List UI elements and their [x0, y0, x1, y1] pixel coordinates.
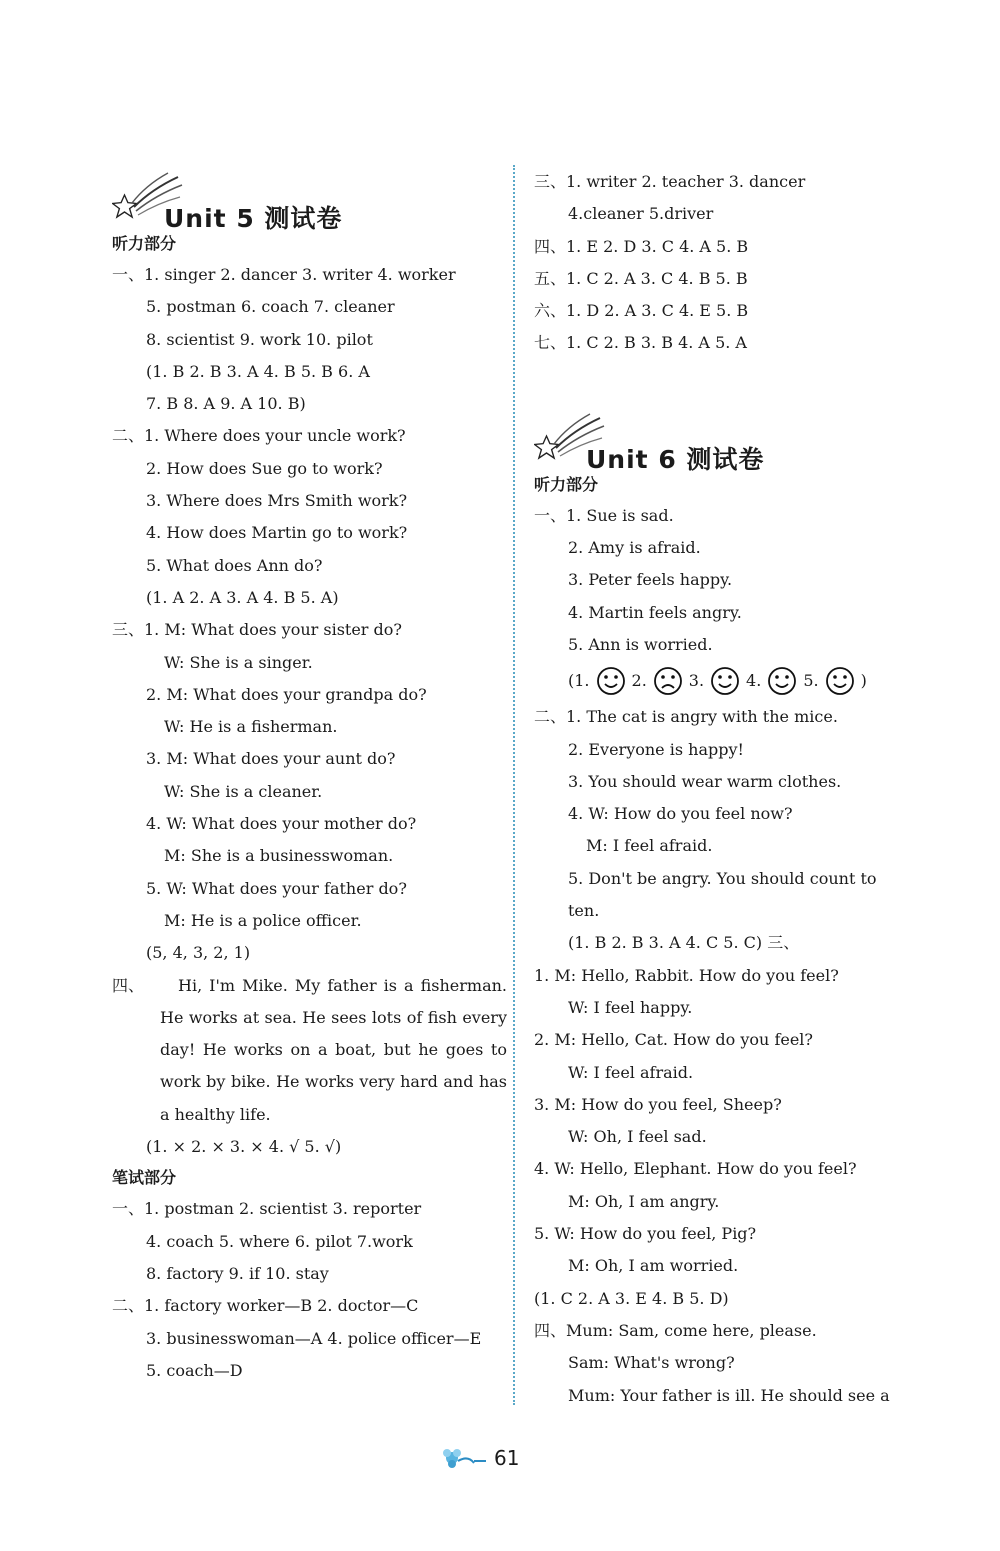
- answer-line: 4. How does Martin go to work?: [146, 523, 408, 543]
- answer-line: 4. coach 5. where 6. pilot 7.work: [146, 1231, 413, 1251]
- unit6-heading: [534, 410, 929, 474]
- answer-line: 2. Everyone is happy!: [568, 739, 744, 759]
- unit5-writing-header: 笔试部分: [112, 1168, 177, 1188]
- right-column: [534, 166, 929, 1412]
- answer-line: 3. Where does Mrs Smith work?: [146, 491, 408, 511]
- answer-line: 7. B 8. A 9. A 10. B): [146, 394, 306, 414]
- sad-face-icon: [653, 666, 683, 696]
- answer-line: 二、1. Where does your uncle work?: [112, 426, 406, 446]
- answer-line: 8. scientist 9. work 10. pilot: [146, 329, 373, 349]
- answer-line: 2. M: What does your grandpa do?: [146, 684, 427, 704]
- answer-line: 3. Peter feels happy.: [568, 570, 733, 590]
- answer-line: 四、1. E 2. D 3. C 4. A 5. B: [534, 236, 749, 256]
- answer-line: M: Oh, I am worried.: [568, 1256, 739, 1276]
- answer-line: Sam: What's wrong?: [568, 1353, 735, 1373]
- unit5-passage-answer: (1. × 2. × 3. × 4. √ 5. √): [146, 1137, 342, 1157]
- answer-line: 4. W: How do you feel now?: [568, 804, 793, 824]
- answer-line: W: Oh, I feel sad.: [568, 1127, 707, 1147]
- answer-line: (1. C 2. A 3. E 4. B 5. D): [534, 1288, 729, 1308]
- unit5-listening-list: [112, 259, 507, 970]
- answer-line: M: I feel afraid.: [586, 836, 713, 856]
- answer-line: W: She is a cleaner.: [164, 781, 323, 801]
- answer-line: Mum: Your father is ill. He should see a: [568, 1385, 890, 1405]
- answer-line: 二、1. factory worker—B 2. doctor—C: [112, 1296, 419, 1316]
- answer-line: W: She is a singer.: [164, 652, 313, 672]
- page-number: 61: [494, 1446, 520, 1470]
- answer-line: 5. W: How do you feel, Pig?: [534, 1224, 757, 1244]
- answer-line: 二、1. The cat is angry with the mice.: [534, 707, 838, 727]
- answer-line: 六、1. D 2. A 3. C 4. E 5. B: [534, 301, 749, 321]
- answer-line: 2. M: Hello, Cat. How do you feel?: [534, 1030, 813, 1050]
- happy-face-icon: [710, 666, 740, 696]
- unit6-listening-header: 听力部分: [534, 474, 599, 494]
- answer-line: 5. postman 6. coach 7. cleaner: [146, 297, 395, 317]
- answer-line: 四、Mum: Sam, come here, please.: [534, 1320, 817, 1340]
- unit6-part1-list: [534, 500, 929, 661]
- answer-line: 一、1. singer 2. dancer 3. writer 4. worker: [112, 265, 456, 284]
- unit6-part2-list: [534, 701, 929, 1412]
- answer-line: 5. Ann is worried.: [568, 634, 713, 654]
- answer-line: 一、1. postman 2. scientist 3. reporter: [112, 1199, 422, 1219]
- answer-line: 2. How does Sue go to work?: [146, 458, 383, 478]
- answer-line: M: He is a police officer.: [164, 910, 362, 930]
- column-divider: [513, 165, 515, 1405]
- answer-line: 4. W: Hello, Elephant. How do you feel?: [534, 1159, 857, 1179]
- answer-line: W: He is a fisherman.: [164, 717, 338, 737]
- face-number-label: 4.: [746, 671, 762, 691]
- answer-line: 3. M: How do you feel, Sheep?: [534, 1094, 782, 1114]
- answer-line: (1. B 2. B 3. A 4. B 5. B 6. A: [146, 361, 370, 381]
- page-footer: [440, 1440, 519, 1476]
- answer-line: 3. M: What does your aunt do?: [146, 749, 396, 769]
- answer-line: W: I feel afraid.: [568, 1062, 694, 1082]
- answer-line: (5, 4, 3, 2, 1): [146, 943, 251, 963]
- answer-line: 4. W: What does your mother do?: [146, 814, 417, 834]
- unit5-listening-header: 听力部分: [112, 234, 177, 253]
- faces-open-label: (1.: [568, 671, 590, 691]
- answer-line: 3. You should wear warm clothes.: [568, 771, 842, 791]
- unit5-writing-list: [112, 1193, 507, 1387]
- answer-line: 1. M: Hello, Rabbit. How do you feel?: [534, 965, 839, 985]
- faces-close-label: ): [860, 671, 867, 691]
- answer-line: 一、1. Sue is sad.: [534, 505, 674, 525]
- answer-line: 五、1. C 2. A 3. C 4. B 5. B: [534, 268, 748, 288]
- unit6-title: Unit 6 测试卷: [586, 444, 765, 474]
- face-number-label: 3.: [688, 671, 705, 691]
- answer-line: W: I feel happy.: [568, 997, 693, 1017]
- happy-face-icon: [767, 666, 797, 696]
- flower-icon: [440, 1445, 488, 1471]
- unit5-writing-continued: [534, 166, 929, 360]
- answer-line: M: She is a businesswoman.: [164, 846, 394, 866]
- answer-line: 5. What does Ann do?: [146, 555, 323, 575]
- unit6-faces-row: [534, 661, 929, 701]
- face-number-label: 5.: [803, 671, 819, 691]
- answer-line: 5. W: What does your father do?: [146, 878, 407, 898]
- unit5-title: Unit 5 测试卷: [164, 204, 343, 233]
- answer-line: 4.cleaner 5.driver: [568, 204, 714, 224]
- answer-line: 5. Don't be angry. You should count to: [568, 868, 877, 888]
- left-column: [112, 165, 507, 1387]
- answer-line: 三、1. writer 2. teacher 3. dancer: [534, 172, 806, 191]
- face-number-label: 2.: [631, 671, 647, 691]
- answer-line: 七、1. C 2. B 3. B 4. A 5. A: [534, 333, 747, 353]
- answer-line: M: Oh, I am angry.: [568, 1191, 720, 1211]
- answer-line: 5. coach—D: [146, 1360, 243, 1380]
- answer-line: 8. factory 9. if 10. stay: [146, 1263, 329, 1283]
- happy-face-icon: [825, 666, 855, 696]
- happy-face-icon: [596, 666, 626, 696]
- unit5-passage-label: 四、: [112, 975, 145, 995]
- answer-line: ten.: [568, 901, 600, 921]
- unit5-passage: [112, 970, 507, 1131]
- answer-line: (1. A 2. A 3. A 4. B 5. A): [146, 587, 339, 607]
- answer-line: 三、1. M: What does your sister do?: [112, 620, 402, 640]
- unit5-heading: [112, 169, 507, 233]
- answer-line: 2. Amy is afraid.: [568, 538, 701, 558]
- answer-line: 3. businesswoman—A 4. police officer—E: [146, 1328, 482, 1348]
- unit5-passage-text: Hi, I'm Mike. My father is a fisherman. He works at sea. He sees lots of fish every day! He works on a boat, but he goes to work by bike. He works very hard and has a healthy life.: [160, 975, 507, 1124]
- answer-line: (1. B 2. B 3. A 4. C 5. C) 三、: [568, 933, 800, 953]
- answer-line: 4. Martin feels angry.: [568, 602, 742, 622]
